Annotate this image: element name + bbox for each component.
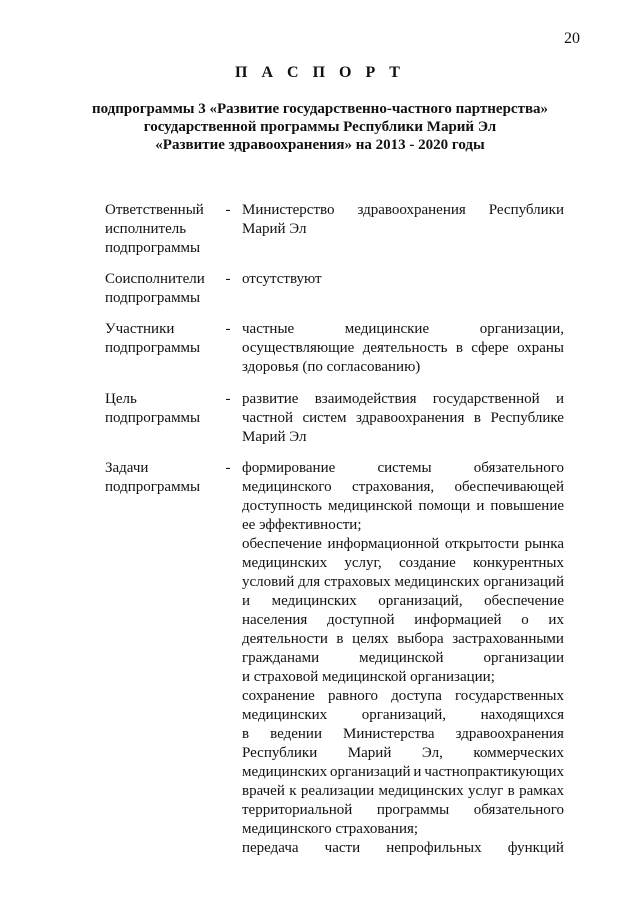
word: передача — [242, 840, 299, 856]
word: Республики — [242, 745, 318, 761]
word: обеспечение — [484, 593, 564, 609]
word: организации — [483, 650, 564, 666]
row-value-line: Марий Эл — [242, 221, 307, 237]
word: о — [521, 612, 529, 628]
document-subtitle — [0, 100, 640, 154]
row-dash: - — [225, 391, 231, 407]
word: медицинской — [359, 650, 444, 666]
word: и — [555, 391, 564, 407]
word: систем — [302, 410, 347, 426]
row-label — [105, 201, 225, 258]
row-value-line — [242, 201, 564, 220]
word: системы — [377, 460, 432, 476]
word: развитие — [242, 391, 299, 407]
row-label-line: Соисполнители — [105, 271, 205, 287]
row-value-line: и страховой медицинской организации; — [242, 669, 495, 685]
word: застрахованными — [452, 631, 564, 647]
row-dash: - — [225, 321, 231, 337]
word: медицинских — [378, 783, 464, 799]
row-value-line — [242, 611, 564, 630]
word: врачей — [242, 783, 285, 799]
word: в — [473, 410, 481, 426]
word: открытости — [444, 536, 520, 552]
word: медицинские — [344, 321, 430, 337]
row-value-line — [242, 706, 564, 725]
word: в — [455, 340, 463, 356]
row-value — [242, 201, 564, 239]
row-value-line — [242, 409, 564, 428]
row-label — [105, 390, 225, 428]
row-value-line: Марий Эл — [242, 429, 307, 445]
row-label — [105, 320, 225, 358]
word: целях — [352, 631, 389, 647]
word: частные — [242, 321, 295, 337]
word: части — [324, 840, 361, 856]
word: информационной — [327, 536, 440, 552]
row-value-line — [242, 554, 564, 573]
row-value-line: ее эффективности; — [242, 517, 362, 533]
row-value-line — [242, 801, 564, 820]
row-label-line: подпрограммы — [105, 240, 201, 256]
word: медицинских — [242, 707, 328, 723]
row-value-line — [242, 763, 564, 782]
row-value — [242, 320, 564, 377]
word: медицинского — [242, 479, 332, 495]
row-value-line — [242, 573, 564, 592]
word: медицинских — [242, 555, 328, 571]
word: рынка — [524, 536, 564, 552]
word: программы — [376, 802, 450, 818]
word: частнопрактикующих — [424, 764, 564, 780]
word: доступа — [391, 688, 442, 704]
row-value-line — [242, 649, 564, 668]
row-label-line: подпрограммы — [105, 290, 201, 306]
row-value-line: здоровья (по согласованию) — [242, 359, 421, 375]
word: создание — [398, 555, 456, 571]
word: частной — [242, 410, 293, 426]
word: сфере — [471, 340, 509, 356]
word: в — [507, 783, 515, 799]
word: и — [242, 593, 251, 609]
word: услуг, — [344, 555, 382, 571]
row-label — [105, 459, 225, 497]
row-value-line — [242, 839, 564, 858]
subtitle-line: «Развитие здравоохранения» на 2013 - 2020 годы — [155, 137, 485, 153]
word: Министерство — [242, 202, 335, 218]
word: функций — [507, 840, 564, 856]
row-dash: - — [225, 460, 231, 476]
row-value — [242, 390, 564, 447]
word: условий — [242, 574, 295, 590]
word: Республики — [488, 202, 564, 218]
word: медицинских — [394, 574, 480, 590]
row-label-line: Задачи — [105, 460, 149, 476]
row-label — [105, 270, 225, 308]
word: медицинских — [242, 764, 328, 780]
row-value — [242, 459, 564, 858]
word: в — [336, 631, 344, 647]
row-label-line: Участники — [105, 321, 175, 337]
word: деятельность — [362, 340, 448, 356]
word: помощи — [418, 498, 471, 514]
word: медицинской — [328, 498, 413, 514]
row-value-line — [242, 390, 564, 409]
word: осуществляющие — [242, 340, 355, 356]
row-value-line: медицинского страхования; — [242, 821, 419, 837]
word: здравоохранения — [356, 410, 465, 426]
page-number: 20 — [564, 30, 580, 47]
word: рамках — [519, 783, 564, 799]
word: и — [413, 764, 422, 780]
row-value-line — [242, 535, 564, 554]
word: находящихся — [480, 707, 564, 723]
word: организации, — [479, 321, 564, 337]
word: территориальной — [242, 802, 353, 818]
word: доступной — [326, 612, 395, 628]
word: непрофильных — [386, 840, 482, 856]
word: взаимодействия — [314, 391, 417, 407]
word: информацией — [414, 612, 502, 628]
word: Эл, — [421, 745, 443, 761]
word: Министерства — [343, 726, 435, 742]
row-value-line — [242, 459, 564, 478]
word: для — [298, 574, 321, 590]
row-value-line — [242, 592, 564, 611]
word: их — [548, 612, 564, 628]
row-dash: - — [225, 271, 231, 287]
row-label-line: подпрограммы — [105, 340, 201, 356]
word: обеспечение — [242, 536, 322, 552]
word: Марий — [347, 745, 392, 761]
word: организаций — [330, 764, 411, 780]
word: к — [289, 783, 297, 799]
row-value-line — [242, 782, 564, 801]
word: выбора — [397, 631, 444, 647]
word: государственных — [455, 688, 564, 704]
row-dash: - — [225, 202, 231, 218]
word: в — [242, 726, 250, 742]
row-value-line — [242, 630, 564, 649]
word: и — [476, 498, 485, 514]
row-value-line — [242, 339, 564, 358]
word: услуг — [468, 783, 504, 799]
word: повышение — [490, 498, 564, 514]
word: организаций, — [361, 707, 447, 723]
subtitle-line: подпрограммы 3 «Развитие государственно-частного партнерства» — [91, 101, 549, 117]
word: реализации — [300, 783, 375, 799]
row-value-line: отсутствуют — [242, 271, 322, 287]
word: равного — [327, 688, 379, 704]
row-value-line — [242, 744, 564, 763]
word: ведении — [270, 726, 322, 742]
row-label-line: Цель — [105, 391, 137, 407]
word: конкурентных — [473, 555, 564, 571]
word: Республике — [490, 410, 564, 426]
word: страховых — [323, 574, 391, 590]
row-label-line: подпрограммы — [105, 479, 201, 495]
word: формирование — [242, 460, 336, 476]
row-value-line — [242, 687, 564, 706]
word: организаций — [483, 574, 564, 590]
word: здравоохранения — [455, 726, 564, 742]
word: деятельности — [242, 631, 328, 647]
row-label-line: подпрограммы — [105, 410, 201, 426]
subtitle-line: государственной программы Республики Марий Эл — [143, 119, 497, 135]
word: населения — [242, 612, 308, 628]
word: медицинских — [271, 593, 357, 609]
word: страхования, — [351, 479, 435, 495]
word: государственной — [432, 391, 540, 407]
row-label-line: Ответственный — [105, 202, 204, 218]
word: коммерческих — [473, 745, 564, 761]
word: доступность — [242, 498, 323, 514]
row-value-line — [242, 497, 564, 516]
word: здравоохранения — [357, 202, 466, 218]
word: сохранение — [242, 688, 315, 704]
word: гражданами — [242, 650, 320, 666]
document-title: П А С П О Р Т — [235, 64, 405, 81]
word: организаций, — [378, 593, 463, 609]
word: обязательного — [473, 460, 564, 476]
row-value-line — [242, 725, 564, 744]
word: обеспечивающей — [454, 479, 564, 495]
row-label-line: исполнитель — [105, 221, 187, 237]
row-value-line — [242, 320, 564, 339]
word: обязательного — [473, 802, 564, 818]
word: охраны — [517, 340, 564, 356]
row-value-line — [242, 478, 564, 497]
row-value — [242, 270, 564, 289]
